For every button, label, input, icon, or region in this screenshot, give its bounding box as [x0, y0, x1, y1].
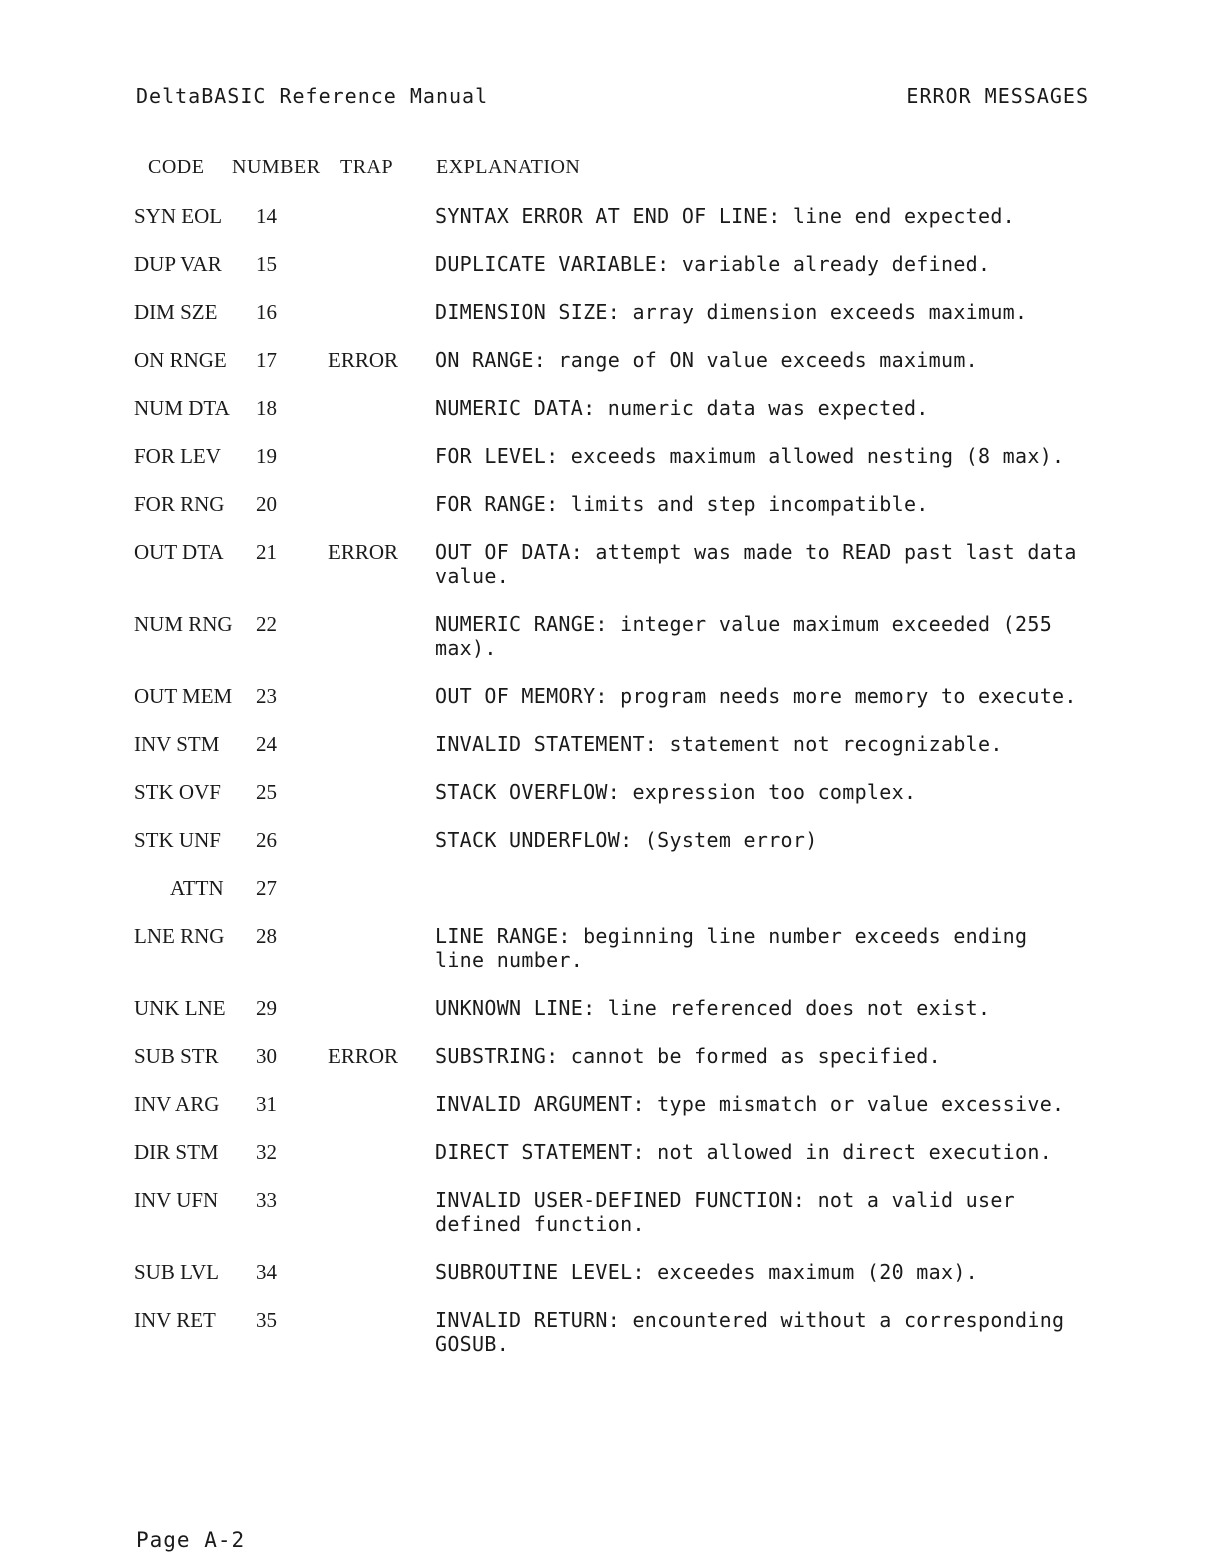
- error-explanation: SYNTAX ERROR AT END OF LINE: line end expected.: [435, 204, 1016, 228]
- table-row: [0, 730, 1225, 778]
- error-number: 23: [256, 684, 277, 708]
- error-explanation: STACK OVERFLOW: expression too complex.: [435, 780, 917, 804]
- table-row: [0, 610, 1225, 682]
- error-number: 28: [256, 924, 277, 948]
- table-row: [0, 250, 1225, 298]
- table-row: [0, 1138, 1225, 1186]
- table-row: [0, 994, 1225, 1042]
- table-row: [0, 1258, 1225, 1306]
- error-table: [0, 202, 1225, 1378]
- page-number: Page A-2: [136, 1528, 246, 1552]
- error-explanation: OUT OF DATA: attempt was made to READ past last data value.: [435, 540, 1077, 588]
- error-explanation: UNKNOWN LINE: line referenced does not exist.: [435, 996, 991, 1020]
- error-trap: ERROR: [328, 348, 399, 372]
- error-code: SUB LVL: [134, 1260, 219, 1284]
- error-explanation: INVALID STATEMENT: statement not recognizable.: [435, 732, 1003, 756]
- error-explanation: SUBROUTINE LEVEL: exceedes maximum (20 max).: [435, 1260, 979, 1284]
- table-row: [0, 682, 1225, 730]
- error-number: 21: [256, 540, 277, 564]
- error-code: STK UNF: [134, 828, 221, 852]
- error-explanation: INVALID USER-DEFINED FUNCTION: not a valid user defined function.: [435, 1188, 1016, 1236]
- error-code: DIR STM: [134, 1140, 219, 1164]
- table-row: [0, 394, 1225, 442]
- error-number: 35: [256, 1308, 277, 1332]
- error-code: FOR RNG: [134, 492, 225, 516]
- table-row: [0, 442, 1225, 490]
- error-number: 22: [256, 612, 277, 636]
- column-header-number: NUMBER: [232, 156, 321, 178]
- error-code: ATTN: [170, 876, 224, 900]
- table-row: [0, 1090, 1225, 1138]
- error-code: DUP VAR: [134, 252, 222, 276]
- error-explanation: OUT OF MEMORY: program needs more memory to execute.: [435, 684, 1077, 708]
- table-row: [0, 1306, 1225, 1378]
- error-explanation: LINE RANGE: beginning line number exceeds ending line number.: [435, 924, 1028, 972]
- error-trap: ERROR: [328, 1044, 399, 1068]
- error-code: INV ARG: [134, 1092, 220, 1116]
- table-row: [0, 874, 1225, 922]
- error-explanation: FOR RANGE: limits and step incompatible.: [435, 492, 929, 516]
- error-number: 33: [256, 1188, 277, 1212]
- error-code: NUM DTA: [134, 396, 230, 420]
- table-row: [0, 346, 1225, 394]
- table-row: [0, 490, 1225, 538]
- table-row: [0, 1186, 1225, 1258]
- column-header-explanation: EXPLANATION: [436, 156, 581, 178]
- error-explanation: SUBSTRING: cannot be formed as specified.: [435, 1044, 941, 1068]
- error-code: STK OVF: [134, 780, 221, 804]
- error-code: LNE RNG: [134, 924, 225, 948]
- error-explanation: DIRECT STATEMENT: not allowed in direct execution.: [435, 1140, 1053, 1164]
- error-explanation: DUPLICATE VARIABLE: variable already defined.: [435, 252, 991, 276]
- error-number: 18: [256, 396, 277, 420]
- table-row: [0, 538, 1225, 610]
- error-number: 27: [256, 876, 277, 900]
- error-explanation: STACK UNDERFLOW: (System error): [435, 828, 818, 852]
- table-row: [0, 922, 1225, 994]
- error-explanation: DIMENSION SIZE: array dimension exceeds maximum.: [435, 300, 1028, 324]
- error-number: 26: [256, 828, 277, 852]
- table-row: [0, 778, 1225, 826]
- error-explanation: INVALID RETURN: encountered without a corresponding GOSUB.: [435, 1308, 1065, 1356]
- table-row: [0, 202, 1225, 250]
- error-code: SYN EOL: [134, 204, 223, 228]
- error-code: DIM SZE: [134, 300, 218, 324]
- error-code: INV RET: [134, 1308, 216, 1332]
- error-number: 32: [256, 1140, 277, 1164]
- table-row: [0, 298, 1225, 346]
- error-number: 17: [256, 348, 277, 372]
- error-number: 34: [256, 1260, 277, 1284]
- table-row: [0, 826, 1225, 874]
- error-explanation: ON RANGE: range of ON value exceeds maximum.: [435, 348, 979, 372]
- error-number: 24: [256, 732, 277, 756]
- error-number: 29: [256, 996, 277, 1020]
- error-number: 15: [256, 252, 277, 276]
- error-number: 20: [256, 492, 277, 516]
- column-header-trap: TRAP: [340, 156, 394, 178]
- error-number: 19: [256, 444, 277, 468]
- table-row: [0, 1042, 1225, 1090]
- error-code: FOR LEV: [134, 444, 221, 468]
- error-number: 14: [256, 204, 277, 228]
- column-header-code: CODE: [148, 156, 205, 178]
- error-code: INV UFN: [134, 1188, 219, 1212]
- error-explanation: NUMERIC DATA: numeric data was expected.: [435, 396, 929, 420]
- error-code: SUB STR: [134, 1044, 219, 1068]
- error-number: 30: [256, 1044, 277, 1068]
- error-explanation: NUMERIC RANGE: integer value maximum exceeded (255 max).: [435, 612, 1053, 660]
- error-trap: ERROR: [328, 540, 399, 564]
- error-number: 16: [256, 300, 277, 324]
- error-number: 25: [256, 780, 277, 804]
- error-code: ON RNGE: [134, 348, 227, 372]
- section-title: ERROR MESSAGES: [906, 84, 1089, 108]
- error-code: OUT MEM: [134, 684, 233, 708]
- error-explanation: FOR LEVEL: exceeds maximum allowed nesting (8 max).: [435, 444, 1065, 468]
- manual-title: DeltaBASIC Reference Manual: [136, 84, 489, 108]
- error-code: INV STM: [134, 732, 220, 756]
- error-code: NUM RNG: [134, 612, 233, 636]
- error-code: OUT DTA: [134, 540, 224, 564]
- error-number: 31: [256, 1092, 277, 1116]
- error-code: UNK LNE: [134, 996, 226, 1020]
- error-explanation: INVALID ARGUMENT: type mismatch or value excessive.: [435, 1092, 1065, 1116]
